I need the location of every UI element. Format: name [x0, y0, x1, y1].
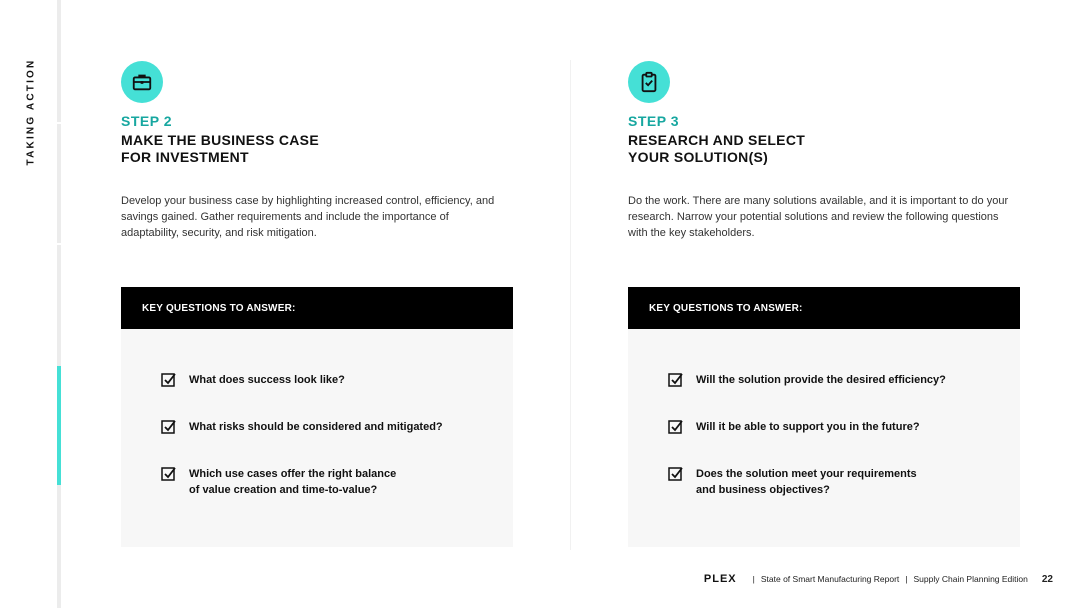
question-item [161, 372, 509, 388]
question-item [668, 466, 1016, 498]
checkbox-checked-icon [668, 466, 684, 482]
key-questions-heading [628, 287, 1020, 329]
briefcase-icon [121, 61, 163, 103]
key-questions-heading [121, 287, 513, 329]
footer-edition: Supply Chain Planning Edition [913, 574, 1028, 584]
checkbox-checked-icon [161, 372, 177, 388]
checkbox-checked-icon [668, 372, 684, 388]
section-progress-indicator [57, 366, 61, 485]
column-divider [570, 60, 571, 550]
page-footer [704, 573, 1053, 585]
question-item [161, 466, 509, 498]
step-title: MAKE THE BUSINESS CASE FOR INVESTMENT [121, 132, 319, 165]
question-text: Will it be able to support you in the future? [696, 421, 920, 433]
clipboard-check-icon [628, 61, 670, 103]
question-text: Which use cases offer the right balance of value creation and time-to-value? [189, 468, 397, 496]
step-description: Do the work. There are many solutions available, and it is important to do your research. Narrow your potential solutions and review the following questions with the key stakeholders. [628, 195, 1009, 239]
step-label: STEP 3 [628, 113, 679, 129]
footer-separator: | [905, 574, 908, 584]
step-description: Develop your business case by highlighting increased control, efficiency, and savings gained. Gather requirements and include the importance of adaptability, security, and risk mitigation. [121, 195, 495, 239]
footer-separator: | [752, 574, 755, 584]
question-item [668, 372, 1016, 388]
section-label: TAKING ACTION [25, 58, 37, 166]
rule-tick [57, 122, 61, 124]
rule-tick [57, 243, 61, 245]
question-item [161, 419, 509, 435]
plex-logo: PLEX [703, 573, 737, 585]
step-title: RESEARCH AND SELECT YOUR SOLUTION(S) [628, 132, 806, 165]
question-text: Will the solution provide the desired efficiency? [696, 374, 946, 386]
key-questions-box [628, 329, 1020, 547]
question-text: What does success look like? [189, 374, 345, 386]
checkbox-checked-icon [668, 419, 684, 435]
key-questions-box [121, 329, 513, 547]
question-text: What risks should be considered and mitigated? [189, 421, 443, 433]
checkbox-checked-icon [161, 466, 177, 482]
page-number: 22 [1041, 573, 1053, 585]
question-text: Does the solution meet your requirements and business objectives? [696, 468, 917, 496]
question-item [668, 419, 1016, 435]
key-questions-heading-text: KEY QUESTIONS TO ANSWER: [649, 302, 803, 314]
step-label: STEP 2 [121, 113, 172, 129]
key-questions-heading-text: KEY QUESTIONS TO ANSWER: [142, 302, 296, 314]
footer-report-title: State of Smart Manufacturing Report [760, 574, 900, 584]
checkbox-checked-icon [161, 419, 177, 435]
side-rule [57, 0, 61, 608]
